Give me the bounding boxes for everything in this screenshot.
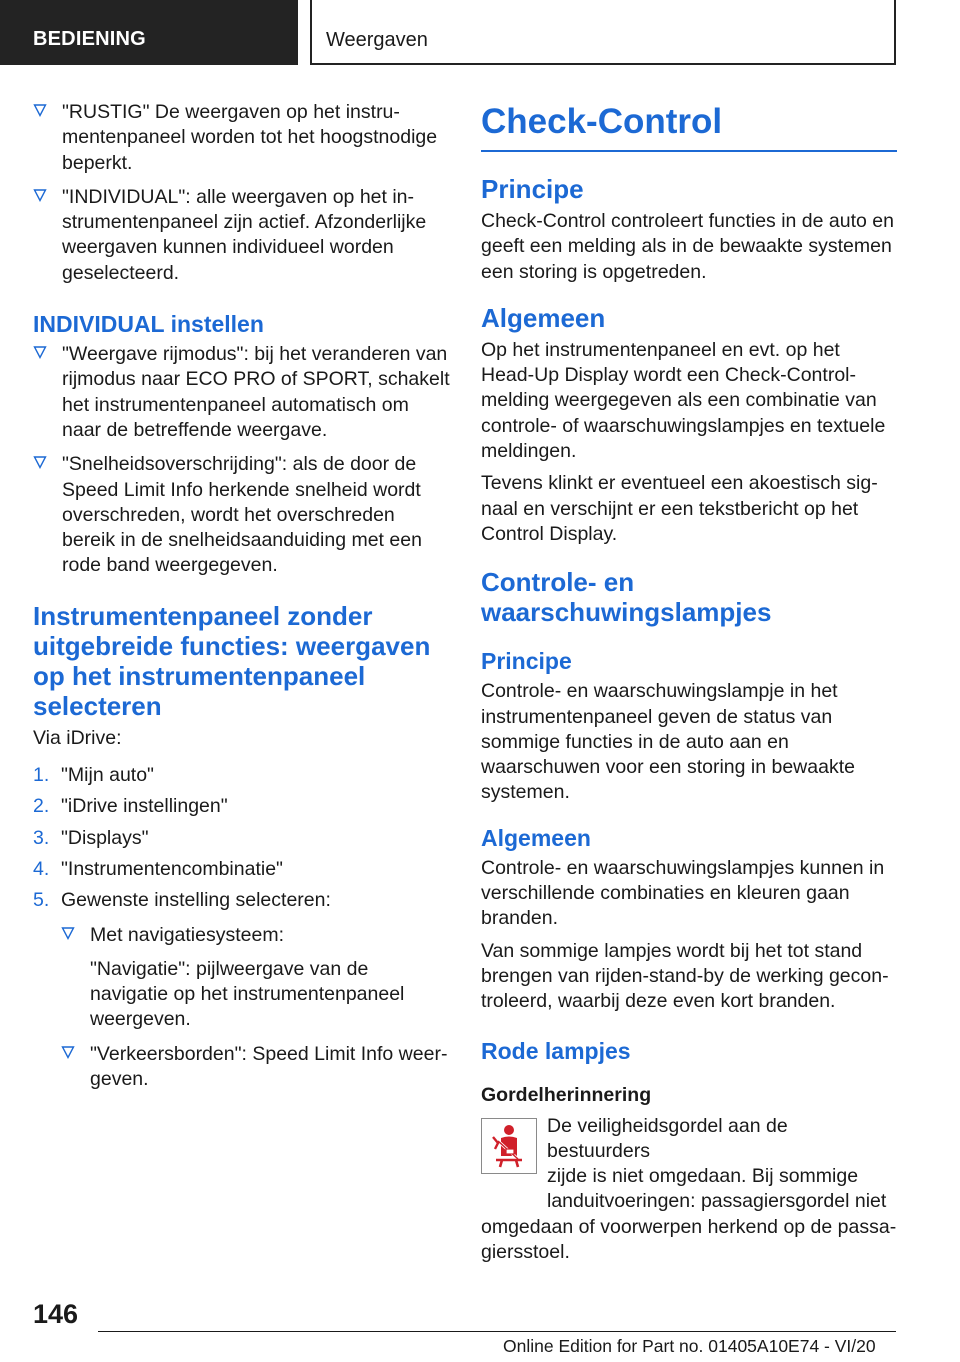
triangle-bullet-icon [33, 188, 47, 202]
step-number: 5. [33, 889, 50, 912]
section-title: BEDIENING [33, 28, 146, 50]
step-text: "Mijn auto" [61, 764, 154, 787]
chapter-tab [310, 0, 896, 65]
edition-info: Online Edition for Part no. 01405A10E74 - VI/20 [503, 1336, 876, 1356]
heading-controle: Controle- en waarschuwingslampjes [481, 567, 772, 628]
heading-principe: Principe [481, 174, 584, 204]
paragraph: Tevens klinkt er eventueel een akoestisch signaal en verschijnt er een tekstbericht op het Control Display. [481, 472, 878, 545]
list-item [33, 185, 450, 286]
text-line: landuitvoeringen: passagiersgordel niet [547, 1190, 887, 1213]
right-column [481, 100, 897, 1265]
step-text: "Instrumentencombinatie" [61, 857, 283, 880]
paragraph: Van sommige lampjes wordt bij het tot stand brengen van rijden-stand-by de werking gecontroleerd, waarbij deze even kort branden. [481, 939, 889, 1013]
text-line: omgedaan of voorwerpen herkend op de passagiersstoel. [481, 1215, 897, 1264]
sub-bullet-text: "Verkeersborden": Speed Limit Info weergeven. [90, 1042, 448, 1091]
step-item [33, 857, 450, 882]
step-text: "Displays" [61, 826, 149, 849]
seatbelt-warning-block [481, 1114, 897, 1266]
footer-divider [98, 1331, 896, 1332]
step-item [33, 826, 450, 851]
triangle-bullet-icon [33, 345, 47, 359]
subheading-principe: Principe [481, 648, 572, 675]
list-item [33, 452, 450, 578]
paragraph: Op het instrumentenpaneel en evt. op het Head-Up Display wordt een Check-Control-melding weergegeven als een combinatie van controle- of waarschuwingslampjes en textuele meldingen. [481, 338, 886, 463]
step-item [33, 888, 450, 913]
section-tab [0, 0, 298, 65]
bullet-text: "Snelheidsoverschrijding": als de door de Speed Limit Info herkende snelheid wordt overschreden, wordt het overschreden bereik in de snelheidsaanduiding met een rode band weergegeven. [62, 453, 422, 577]
via-text: Via iDrive: [33, 726, 122, 749]
list-item [33, 342, 450, 443]
sub-bullet-detail: "Navigatie": pijlweergave van de navigatie op het instrumentenpaneel weergeven. [90, 957, 405, 1031]
list-item [33, 100, 450, 176]
step-number: 4. [33, 857, 50, 880]
page-title: Check-Control [481, 100, 897, 152]
seatbelt-warning-icon [481, 1118, 537, 1174]
subheading-algemeen: Algemeen [481, 824, 591, 851]
sub-bullet-text: Met navigatiesysteem: [90, 923, 285, 946]
step-text: Gewenste instelling selecteren: [61, 889, 331, 912]
heading-instrument: Instrumentenpaneel zonder uitgebreide functies: weergaven op het instrumentenpaneel selecteren [33, 600, 431, 721]
chapter-title: Weergaven [326, 29, 428, 51]
triangle-bullet-icon [61, 926, 75, 940]
sub-list-item [33, 923, 450, 948]
step-item [33, 763, 450, 788]
bullet-text: "INDIVIDUAL": alle weergaven op het instrumentenpaneel zijn actief. Afzonderlijke weergaven kunnen individueel worden geselecteerd. [62, 185, 427, 284]
step-text: "iDrive instellingen" [61, 795, 228, 818]
text-line: zijde is niet omgedaan. Bij sommige [547, 1165, 859, 1188]
paragraph: Controle- en waarschuwingslampjes kunnen in verschillende combinaties en kleuren gaan branden. [481, 856, 885, 930]
heading-individual: INDIVIDUAL instellen [33, 311, 264, 338]
subheading-gordel: Gordelherinnering [481, 1083, 652, 1106]
paragraph: Check-Control controleert functies in de auto en geeft een melding als in de bewaakte systemen een storing is opgetreden. [481, 210, 894, 283]
step-number: 2. [33, 795, 50, 818]
triangle-bullet-icon [33, 103, 47, 117]
heading-algemeen: Algemeen [481, 302, 606, 333]
text-line: De veiligheidsgordel aan de bestuurders [547, 1114, 788, 1162]
bullet-text: "Weergave rijmodus": bij het veranderen van rijmodus naar ECO PRO of SPORT, schakelt het instrumentenpaneel automatisch om naar de betreffende weergave. [62, 343, 450, 441]
triangle-bullet-icon [33, 455, 47, 469]
left-column [33, 100, 450, 1101]
sub-list-item [33, 1042, 450, 1093]
bullet-text: "RUSTIG" De weergaven op het instrumentenpaneel worden tot het hoogstnodige beperkt. [62, 101, 438, 174]
step-number: 1. [33, 764, 50, 787]
step-item [33, 794, 450, 819]
subheading-rode-lampjes: Rode lampjes [481, 1037, 631, 1064]
seatbelt-warning-text [481, 1114, 897, 1266]
page-number: 146 [33, 1299, 79, 1329]
triangle-bullet-icon [61, 1045, 75, 1059]
paragraph: Controle- en waarschuwingslampje in het instrumentenpaneel geven de status van sommige functies in de auto aan en waarschuwen voor een storing in bewaakte systemen. [481, 680, 855, 804]
step-number: 3. [33, 826, 50, 849]
